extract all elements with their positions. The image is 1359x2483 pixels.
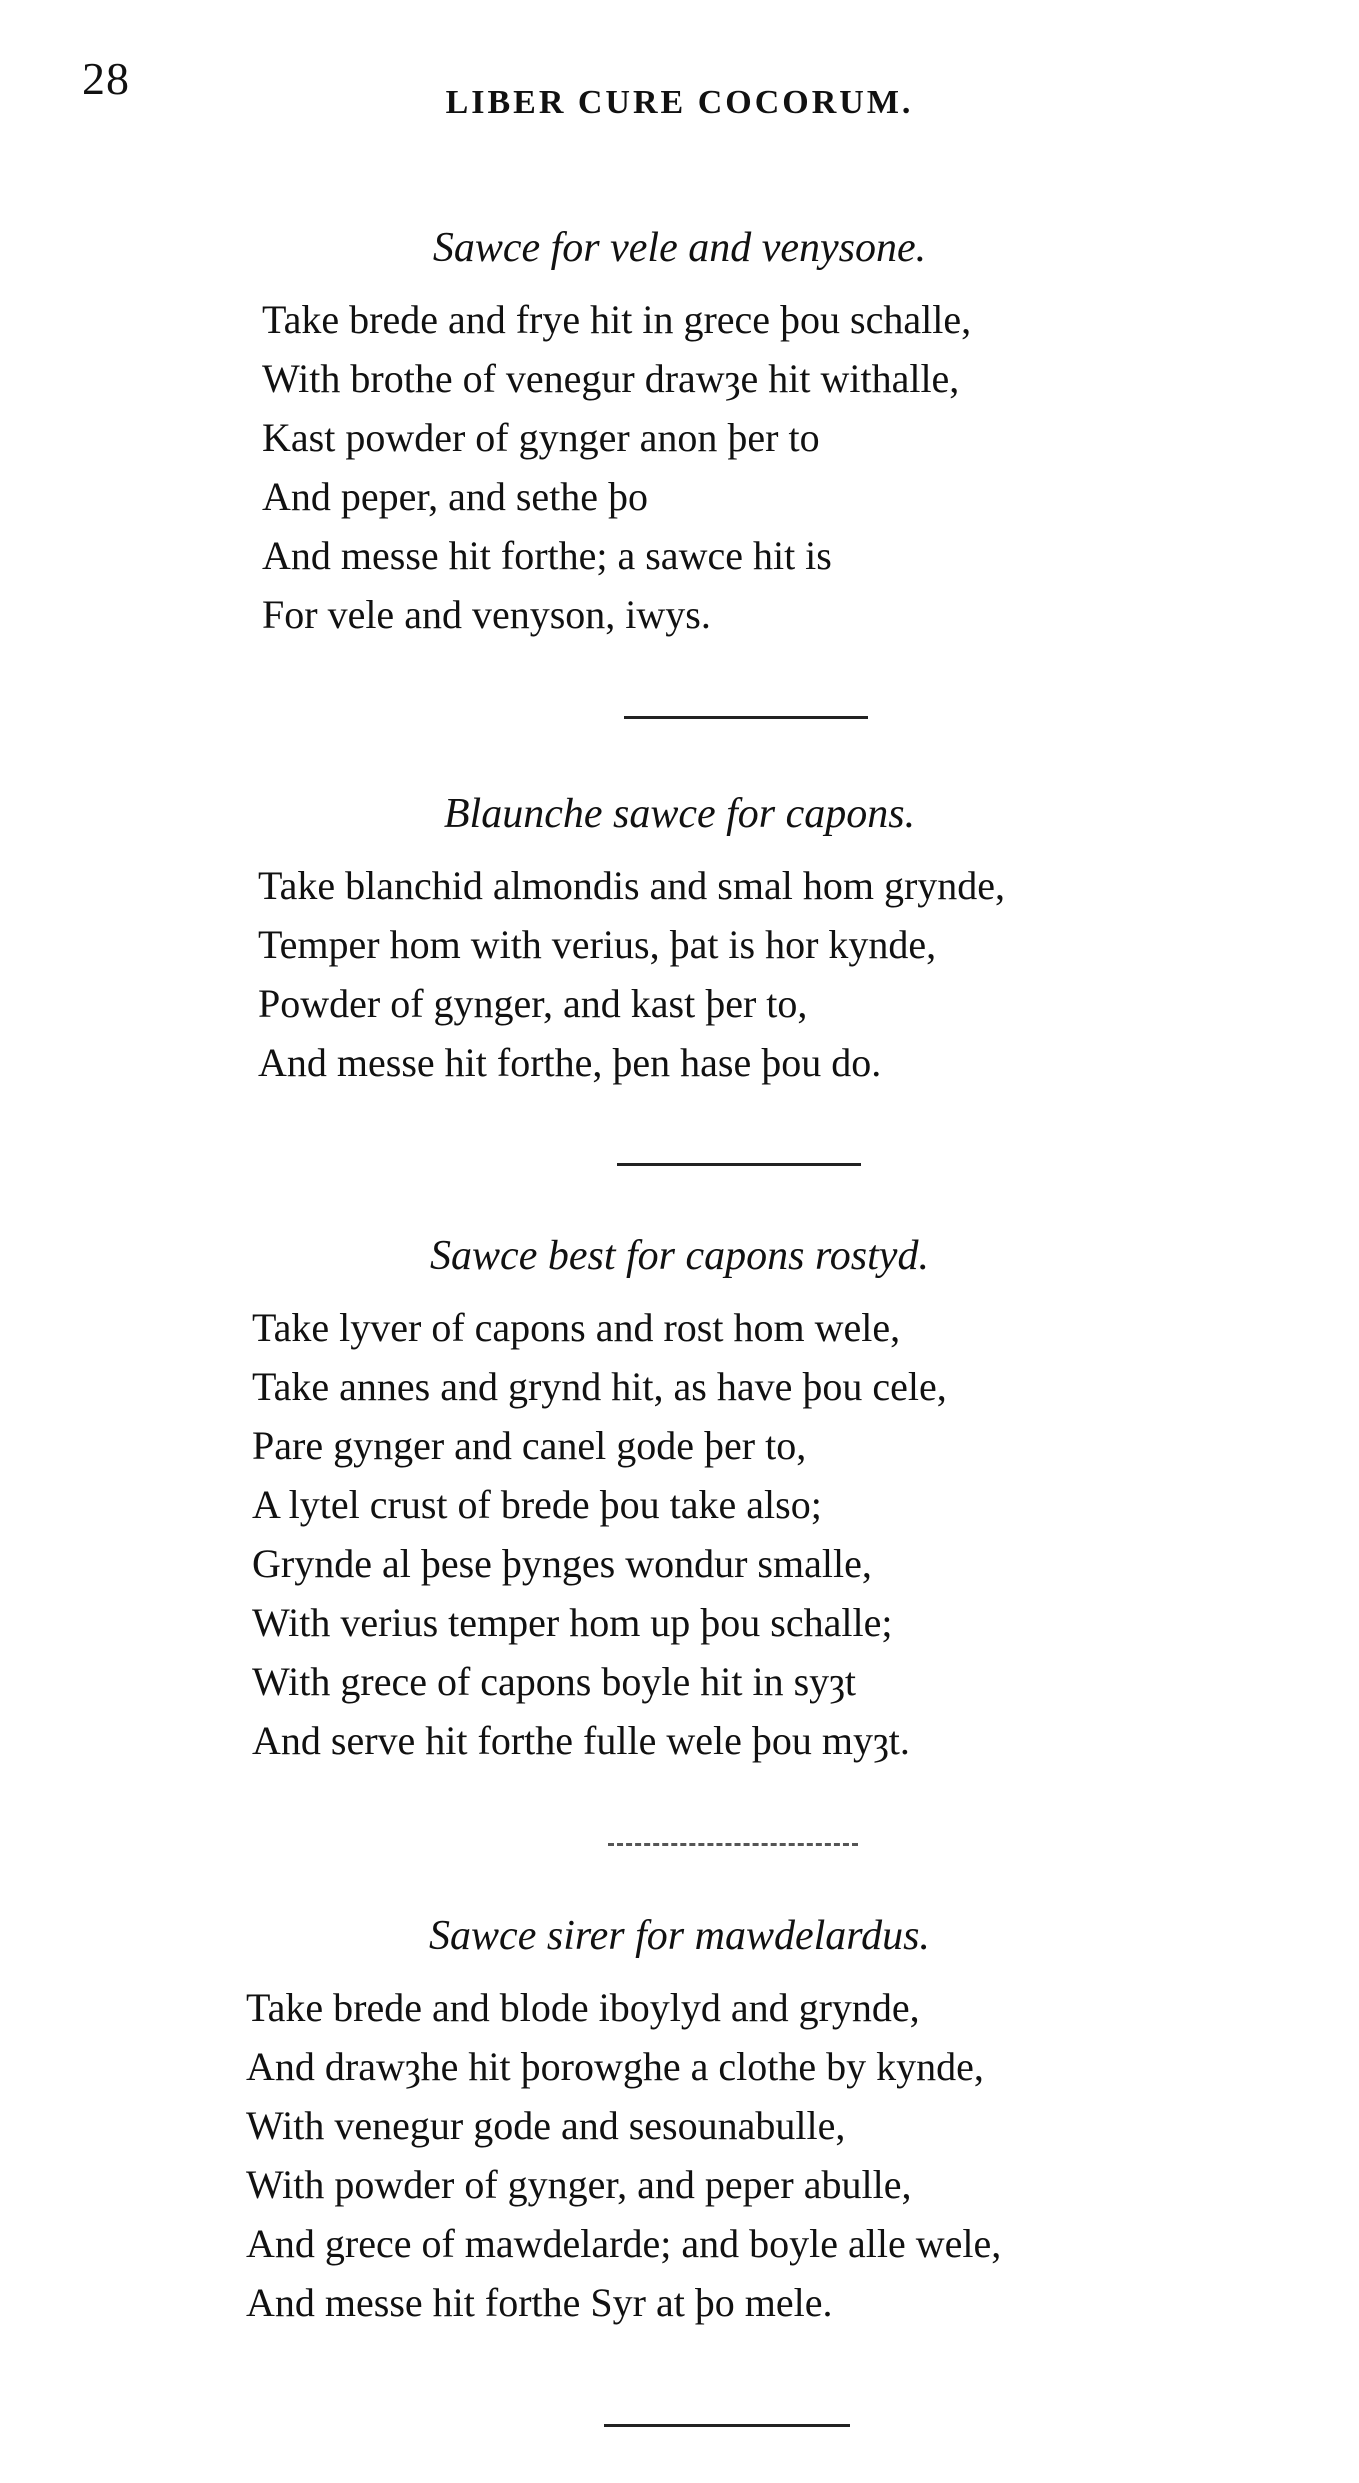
verse-block — [0, 1298, 1359, 1770]
verse-line: With venegur gode and sesounabulle, — [246, 2103, 846, 2148]
verse-line: And peper, and sethe þo — [262, 474, 649, 519]
recipe-title: Blaunche sawce for capons. — [443, 791, 916, 837]
verse-line: Temper hom with verius, þat is hor kynde, — [258, 922, 937, 967]
verse-line: With powder of gynger, and peper abulle, — [246, 2162, 912, 2207]
recipe-title: Sawce for vele and venysone. — [432, 225, 927, 271]
verse-line: Take blanchid almondis and smal hom grynde, — [258, 863, 1006, 908]
verse-line: Take annes and grynd hit, as have þou cele, — [252, 1364, 947, 1409]
verse-line: And messe hit forthe Syr at þo mele. — [246, 2280, 833, 2325]
verse-line: Grynde al þese þynges wondur smalle, — [252, 1541, 872, 1586]
verse-line: Take brede and frye hit in grece þou schalle, — [262, 297, 972, 342]
section-divider — [608, 1843, 858, 1846]
section-divider — [604, 2424, 850, 2427]
verse-line: Pare gynger and canel gode þer to, — [252, 1423, 807, 1468]
verse-line: And drawȝhe hit þorowghe a clothe by kynde, — [246, 2044, 984, 2089]
verse-line: Take lyver of capons and rost hom wele, — [252, 1305, 901, 1350]
verse-line: Kast powder of gynger anon þer to — [262, 415, 820, 460]
verse-line: A lytel crust of brede þou take also; — [252, 1482, 822, 1527]
verse-line: With grece of capons boyle hit in syȝt — [252, 1659, 857, 1704]
verse-block — [0, 1978, 1359, 2332]
verse-line: Take brede and blode iboylyd and grynde, — [246, 1985, 920, 2030]
recipe-section — [0, 218, 1359, 644]
recipe-title: Sawce best for capons rostyd. — [430, 1233, 929, 1279]
section-divider — [617, 1163, 861, 1166]
verse-line: And serve hit forthe fulle wele þou myȝt. — [252, 1718, 910, 1763]
verse-line: With verius temper hom up þou schalle; — [252, 1600, 893, 1645]
verse-line: And messe hit forthe, þen hase þou do. — [258, 1040, 882, 1085]
verse-line: Powder of gynger, and kast þer to, — [258, 981, 808, 1026]
running-head: LIBER CURE COCORUM. — [445, 84, 914, 121]
section-divider — [624, 716, 868, 719]
verse-block — [0, 290, 1359, 644]
verse-line: And messe hit forthe; a sawce hit is — [262, 533, 832, 578]
verse-line: And grece of mawdelarde; and boyle alle wele, — [246, 2221, 1002, 2266]
recipe-section — [0, 1226, 1359, 1770]
recipe-title: Sawce sirer for mawdelardus. — [429, 1913, 930, 1959]
page-number: 28 — [82, 53, 130, 104]
recipe-section — [0, 1906, 1359, 2332]
verse-line: For vele and venyson, iwys. — [262, 592, 711, 637]
verse-block — [0, 856, 1359, 1092]
recipe-section — [0, 784, 1359, 1092]
verse-line: With brothe of venegur drawȝe hit withalle, — [262, 356, 960, 401]
